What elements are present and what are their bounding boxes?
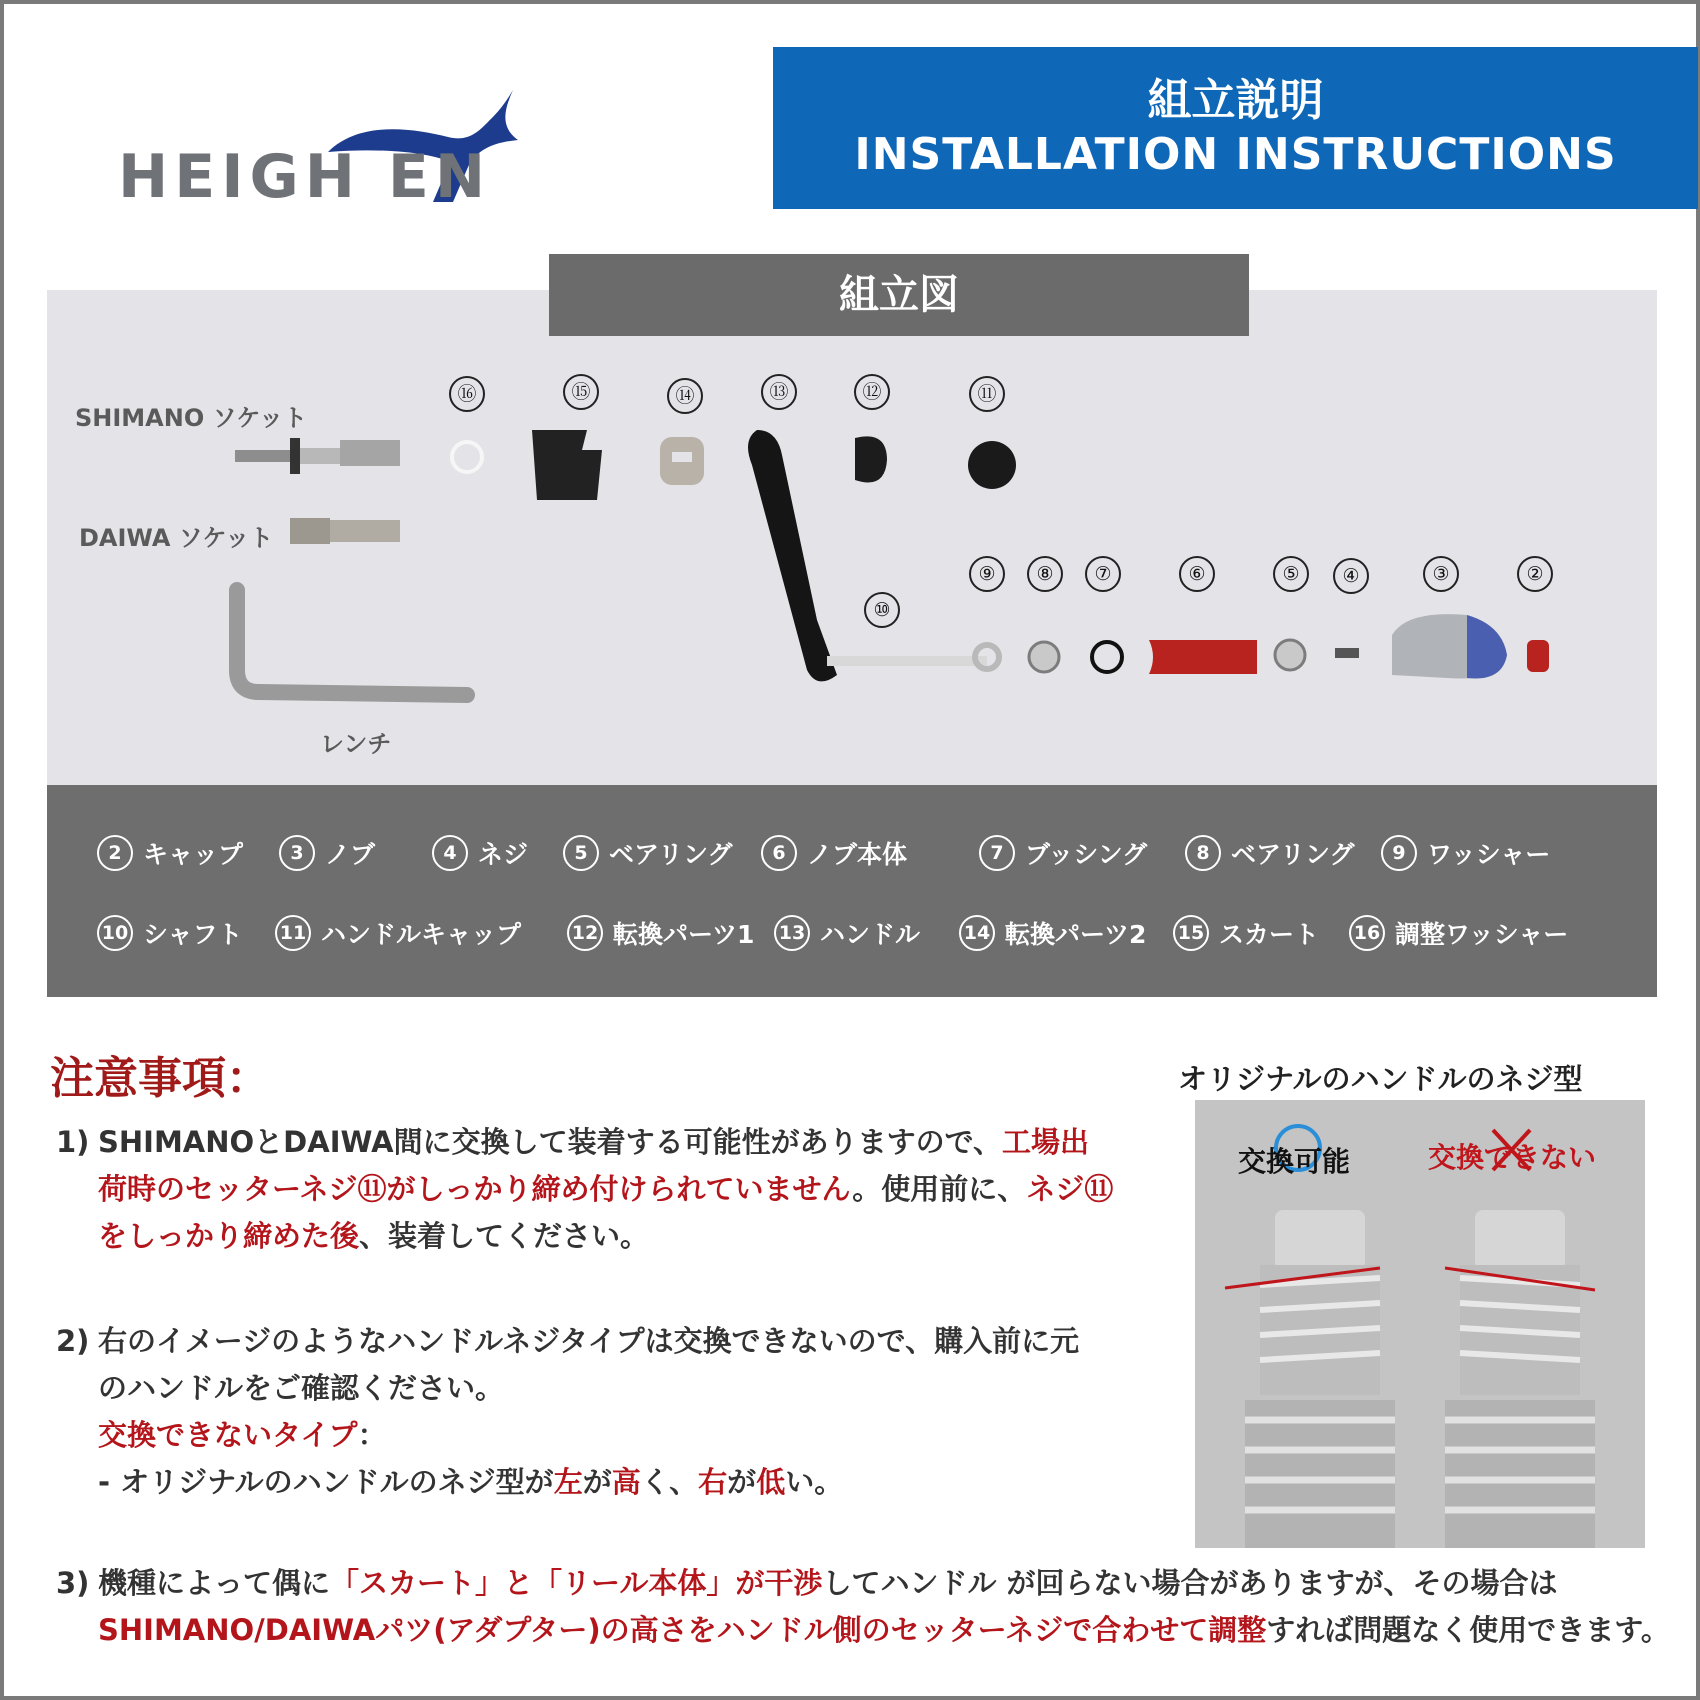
legend-item: 3 ノブ [279, 835, 375, 871]
part-number-11: ⑪ [969, 376, 1005, 412]
shimano-socket-icon [235, 438, 400, 474]
legend-item: 9 ワッシャー [1381, 835, 1550, 871]
thread-ok-label: 交換可能 [1238, 1145, 1351, 1178]
legend-item: 15 スカート [1173, 915, 1319, 951]
thread-image-title: オリジナルのハンドルのネジ型 [1178, 1062, 1583, 1096]
shimano-socket-label: SHIMANO ソケット [75, 404, 308, 432]
handle-icon [748, 430, 837, 681]
part-number-12: ⑫ [854, 374, 890, 410]
legend-item: 11 ハンドルキャップ [275, 915, 521, 951]
legend-item: 16 調整ワッシャー [1349, 915, 1568, 951]
brand-logo [118, 82, 538, 212]
part-number-8: ⑧ [1027, 556, 1063, 592]
bearing-8-icon [1029, 642, 1059, 672]
part-number-7: ⑦ [1085, 556, 1121, 592]
shaft-icon [827, 656, 987, 666]
diagram-tab: 組立図 [549, 254, 1249, 336]
note-3: 3) 機種によって偶に「スカート」と「リール本体」が干渉してハンドル が回らない場合がありますが、その場合は SHIMANO/DAIWAパツ(アダプター)の高さをハンドル側のセッターネジで合わせて調整すれば問題なく使用できます。 [56, 1566, 1670, 1647]
daiwa-socket-icon [290, 518, 400, 544]
part-number-10: ⑩ [864, 592, 900, 628]
legend-item: 8 ベアリング [1185, 835, 1355, 871]
title-en: INSTALLATION INSTRUCTIONS [854, 129, 1617, 180]
part-number-6: ⑥ [1179, 556, 1215, 592]
part-number-13: ⑬ [761, 374, 797, 410]
legend-item: 4 ネジ [432, 835, 528, 871]
legend-item: 7 ブッシング [979, 835, 1147, 871]
legend-item: 13 ハンドル [774, 915, 920, 951]
parts-illustration [47, 290, 1657, 785]
note-2: 2) 右のイメージのようなハンドルネジタイプは交換できないので、購入前に元のハンドルをご確認ください。 交換できないタイプ： - オリジナルのハンドルのネジ型が左が高く、右が低い。 [56, 1324, 1080, 1499]
knob-body-icon [1149, 640, 1257, 674]
parts-legend [47, 785, 1657, 997]
bearing-5-icon [1275, 640, 1305, 670]
note-1: 1) SHIMANOとDAIWA間に交換して装着する可能性がありますので、工場出荷時のセッターネジ⑪がしっかり締め付けられていません。使用前に、ネジ⑪をしっかり締めた後、装着してください。 [56, 1125, 1114, 1253]
cap-icon [1527, 640, 1549, 672]
screw-icon [1335, 648, 1359, 658]
title-banner [773, 47, 1698, 209]
wrench-label: レンチ [320, 730, 392, 758]
legend-item: 10 シャフト [97, 915, 243, 951]
bushing-icon [1092, 642, 1122, 672]
part-number-3: ③ [1423, 556, 1459, 592]
legend-item: 6 ノブ本体 [761, 835, 907, 871]
brand-wordmark: HEIGH EN [118, 142, 492, 212]
legend-item: 5 ベアリング [563, 835, 733, 871]
part-number-5: ⑤ [1273, 556, 1309, 592]
title-jp: 組立説明 [1147, 75, 1324, 126]
thread-ng-label: 交換できない [1428, 1141, 1597, 1174]
thread-comparison-image [1195, 1100, 1645, 1548]
part-number-14: ⑭ [667, 378, 703, 414]
legend-item: 14 転換パーツ2 [959, 915, 1146, 951]
conversion-part1-icon [855, 436, 887, 482]
assembly-diagram [47, 290, 1657, 785]
part-number-9: ⑨ [969, 556, 1005, 592]
adjust-washer-icon [452, 442, 482, 472]
notes-title: 注意事項： [50, 1053, 270, 1104]
part-number-2: ② [1517, 556, 1553, 592]
legend-item: 2 キャップ [97, 835, 243, 871]
skirt-icon [532, 430, 602, 500]
wrench-icon [237, 590, 467, 695]
handle-cap-icon [968, 441, 1016, 489]
legend-item: 12 転換パーツ1 [567, 915, 754, 951]
part-number-16: ⑯ [449, 376, 485, 412]
part-number-4: ④ [1333, 558, 1369, 594]
daiwa-socket-label: DAIWA ソケット [79, 524, 274, 552]
part-number-15: ⑮ [563, 374, 599, 410]
